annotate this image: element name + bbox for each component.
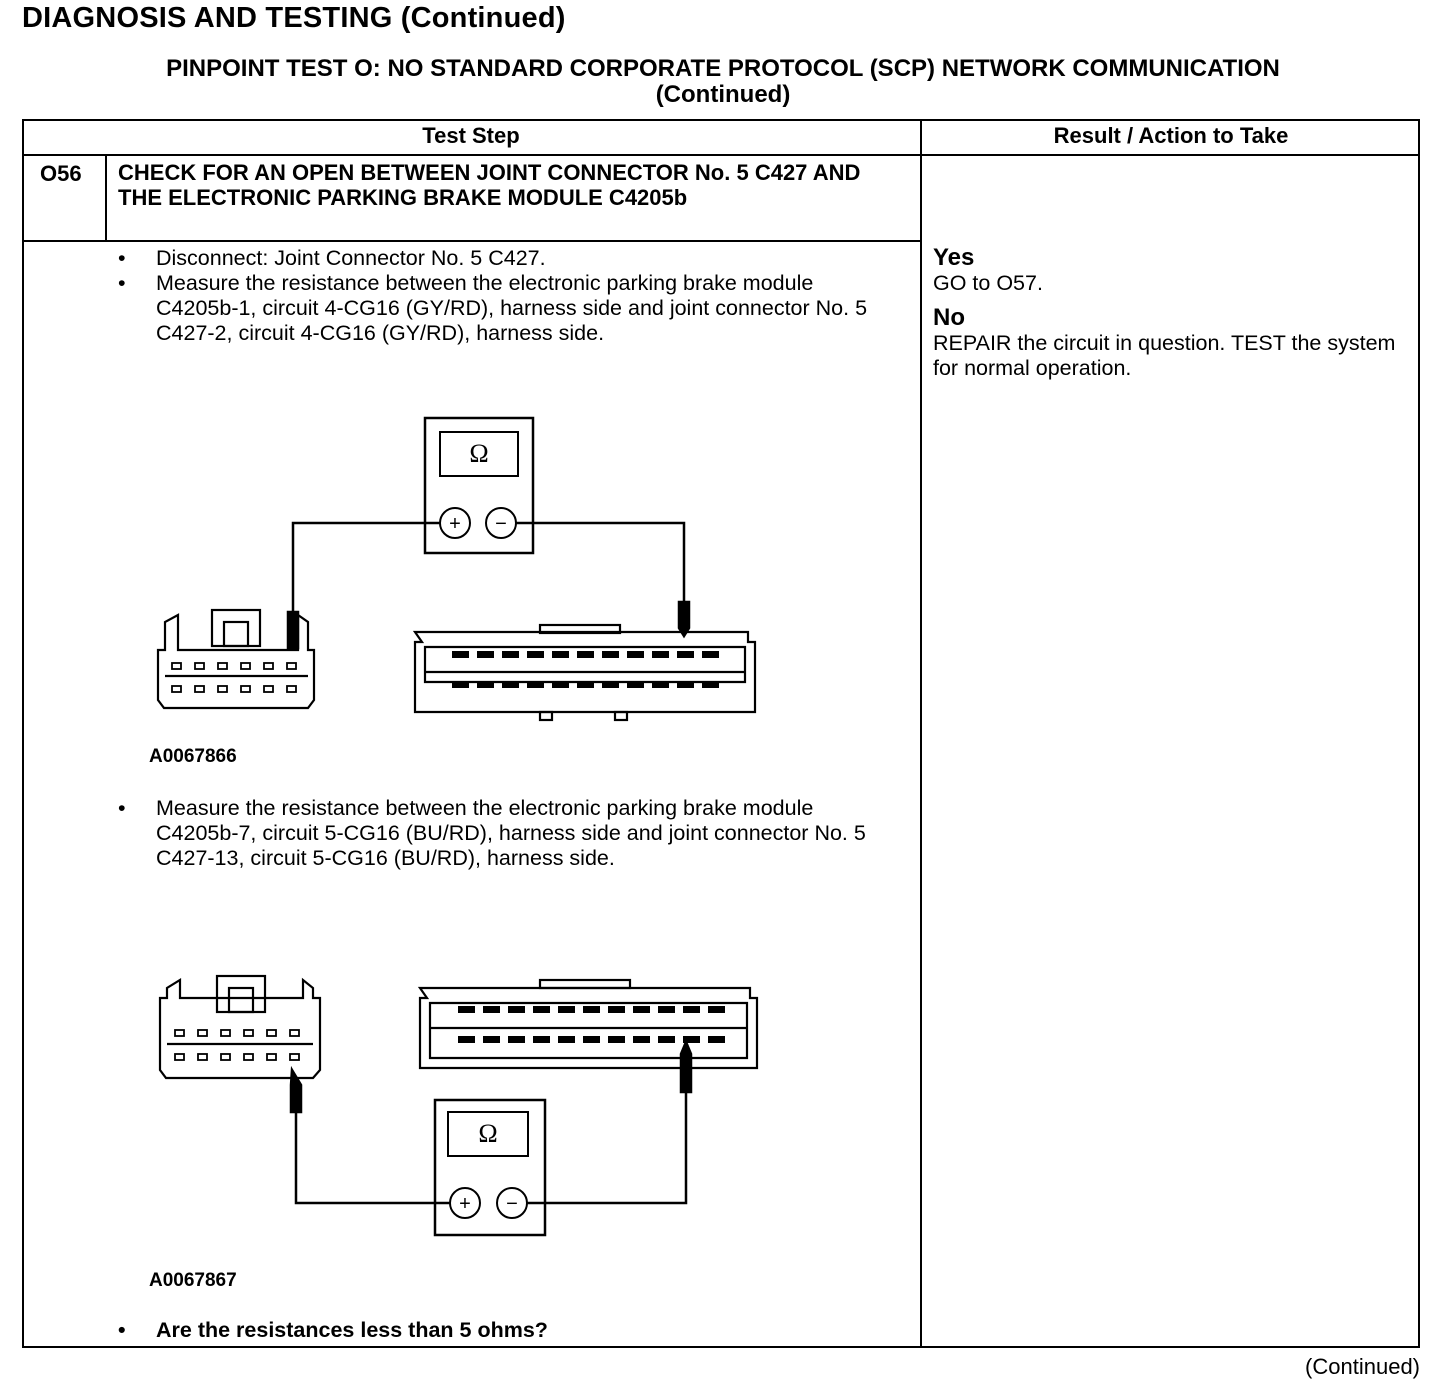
step-instructions-1: [118, 246, 898, 346]
test-title-line-2: (Continued): [655, 81, 791, 108]
probe-icon: [291, 1070, 301, 1112]
probe-icon: [681, 1042, 691, 1092]
figure-1-id: A0067866: [149, 746, 237, 767]
bullet-icon: •: [118, 271, 126, 295]
positive-lead: [296, 1112, 450, 1203]
negative-lead: [527, 1092, 686, 1203]
minus-symbol: −: [495, 513, 507, 535]
instruction-text: Disconnect: Joint Connector No. 5 C427.: [156, 246, 546, 270]
instruction-measure-2: [118, 796, 898, 871]
figure-2-diagram: [150, 970, 770, 1245]
instruction-text: Measure the resistance between the electronic parking brake module C4205b-7, circuit 5-CG16 (BU/RD), harness side and joint connector No. 5 C427-13, circuit 5-CG16 (BU/RD), harness side.: [156, 796, 866, 870]
step-title: CHECK FOR AN OPEN BETWEEN JOINT CONNECTOR No. 5 C427 AND THE ELECTRONIC PARKING BRAKE MODULE C4205b: [118, 160, 861, 210]
negative-lead: [516, 523, 684, 605]
column-divider: [920, 119, 922, 1348]
plus-symbol: +: [449, 513, 461, 535]
test-title-line-1: PINPOINT TEST O: NO STANDARD CORPORATE PROTOCOL (SCP) NETWORK COMMUNICATION: [166, 55, 1280, 82]
minus-symbol: −: [506, 1193, 518, 1215]
instruction-text: Measure the resistance between the electronic parking brake module C4205b-1, circuit 4-CG16 (GY/RD), harness side and joint connector No. 5 C427-2, circuit 4-CG16 (GY/RD), harness side.: [156, 271, 868, 345]
bullet-icon: •: [118, 246, 126, 270]
bullet-icon: •: [118, 1318, 126, 1342]
test-question: [118, 1318, 548, 1343]
plus-symbol: +: [459, 1193, 471, 1215]
bullet-icon: •: [118, 796, 126, 820]
pinpoint-test-title: [24, 56, 1422, 108]
column-header-test-step: Test Step: [422, 123, 520, 148]
instruction-measure-1: [118, 271, 898, 346]
figure-2-id: A0067867: [149, 1270, 237, 1291]
header-divider: [22, 154, 1420, 156]
result-no-text: REPAIR the circuit in question. TEST the system for normal operation.: [933, 331, 1396, 380]
probe-icon: [288, 612, 298, 648]
result-no-label: No: [933, 304, 965, 331]
step-instructions-2: [118, 796, 898, 871]
step-id-divider: [105, 155, 107, 241]
footer-continued: (Continued): [1305, 1354, 1420, 1379]
positive-lead: [293, 523, 440, 615]
figure-1-diagram: [150, 410, 770, 730]
ohm-symbol: Ω: [478, 1119, 498, 1148]
page-heading: DIAGNOSIS AND TESTING (Continued): [22, 2, 566, 34]
column-header-result: Result / Action to Take: [1053, 123, 1289, 148]
result-yes-text: GO to O57.: [933, 271, 1043, 295]
module-connector-icon: [420, 980, 757, 1068]
step-title-divider: [22, 240, 922, 242]
question-text: Are the resistances less than 5 ohms?: [156, 1318, 548, 1342]
module-connector-icon: [415, 625, 755, 720]
result-yes-label: Yes: [933, 244, 975, 271]
joint-connector-icon: [160, 976, 320, 1078]
step-id: O56: [40, 161, 82, 186]
instruction-disconnect: [118, 246, 898, 271]
ohm-symbol: Ω: [469, 439, 489, 468]
